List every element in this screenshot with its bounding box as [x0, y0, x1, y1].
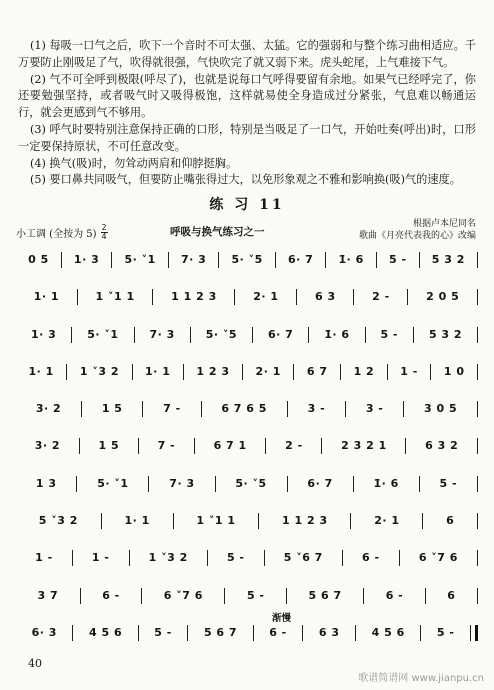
exercise-title: 练 习 11: [209, 197, 285, 213]
measure: 1̇· 6: [326, 252, 377, 268]
measure: 4 5 6: [356, 625, 421, 641]
measure: 6: [423, 513, 478, 529]
score-row: [16, 588, 478, 604]
source-line-2: 歌曲《月亮代表我的心》改编: [358, 231, 476, 241]
measure: 1· 1: [16, 364, 67, 380]
measure: 0 5: [16, 252, 62, 268]
measure: 1 -: [73, 550, 130, 566]
tempo-mark: 渐慢: [272, 613, 292, 624]
measure: 5 -: [208, 550, 265, 566]
measure: 5· ˅1: [77, 476, 149, 492]
page-number: 40: [28, 657, 42, 670]
measure: 3 -: [288, 401, 346, 417]
measure: 5 ˅6 7: [265, 550, 343, 566]
note-paragraph-2: (2) 气不可全呼到极限(呼尽了)，也就是说每口气呼得要留有余地。如果气已经呼完了，你还要勉强坚持，或者吸气时又吸得极饱，这样就易使全身造成过分紧张，气息难以畅通运行，就会更感到气不够用。: [18, 72, 476, 120]
measure: 1 0: [431, 364, 478, 380]
measure: 6 3 2: [406, 438, 478, 454]
measure: 1 ˅1 1: [174, 513, 260, 529]
measure: 6· 7: [253, 327, 309, 343]
note-paragraph-4: (4) 换气(吸)时，勿耸动两肩和仰脖挺胸。: [30, 156, 238, 170]
score-row: [16, 364, 478, 380]
measure: 6: [426, 588, 478, 604]
measure: 5· ˅1: [112, 252, 169, 268]
measure: 2 3 2 1: [322, 438, 406, 454]
measure: 2· 1: [235, 289, 297, 305]
score-row: [16, 513, 478, 529]
measure: 1 5: [82, 401, 143, 417]
measure: 2 -: [266, 438, 322, 454]
score-row: [16, 625, 478, 641]
score-row: [16, 401, 478, 417]
measure: 1 1 2 3: [259, 513, 351, 529]
measure: 5 6 7: [287, 588, 364, 604]
measure: 5· ˅5: [191, 327, 253, 343]
measure: 2 -: [354, 289, 408, 305]
measure: 7· 3: [169, 252, 220, 268]
score-row: [16, 327, 478, 343]
measure: 1 2 3: [184, 364, 243, 380]
score-row: [16, 252, 478, 268]
measure: 4 5 6: [73, 625, 138, 641]
measure: 5 -: [420, 476, 478, 492]
measure: 6 -: [364, 588, 426, 604]
measure: 6 3: [303, 625, 356, 641]
time-signature: [101, 224, 108, 241]
measure: 5 6 7: [188, 625, 253, 641]
measure: 6· 3: [16, 625, 73, 641]
measure: 7 -: [143, 401, 201, 417]
score-row: [16, 289, 478, 305]
measure: 1 -: [388, 364, 432, 380]
measure: 1 ˅1 1: [78, 289, 154, 305]
measure: 5 -: [225, 588, 287, 604]
score: [16, 252, 478, 662]
measure: 1· 3: [62, 252, 113, 268]
measure: 7· 3: [135, 327, 191, 343]
measure: 5· ˅5: [216, 476, 288, 492]
note-paragraph-3: (3) 呼气时要特别注意保持正确的口形，特别是当吸足了一口气，开始吐奏(呼出)时，口形一定要保持原状，不可任意改变。: [18, 122, 476, 153]
measure: 2 0 5: [408, 289, 478, 305]
measure: 3 7: [16, 588, 81, 604]
measure: 1 -: [16, 550, 73, 566]
measure: 5 -: [366, 327, 414, 343]
measure: 1 1 2 3: [153, 289, 235, 305]
measure: 1· 1: [102, 513, 174, 529]
measure: 1· 1: [133, 364, 184, 380]
measure: 1· 3: [16, 327, 72, 343]
note-paragraph-5: (5) 要口鼻共同吸气，但要防止嘴张得过大，以免形象观之不雅和影响换(吸)气的速度。: [30, 173, 461, 187]
measure: 7 -: [139, 438, 195, 454]
measure: 5 -: [139, 625, 189, 641]
final-barline: [473, 625, 478, 641]
measure: 1̇· 6: [309, 327, 365, 343]
measure: 5 ˅3 2: [16, 513, 102, 529]
measure: 6 7 6 5: [202, 401, 288, 417]
measure: 6 3: [297, 289, 354, 305]
breathing-notes: [18, 38, 476, 189]
measure: 2· 1: [243, 364, 294, 380]
measure: 1 3: [16, 476, 77, 492]
measure: 5 -: [377, 252, 420, 268]
measure: 3· 2: [16, 438, 80, 454]
measure: 5 3 2: [420, 252, 478, 268]
source-credit: [359, 218, 476, 242]
measure: 1 ˅3 2: [130, 550, 208, 566]
measure: 1· 1: [16, 289, 78, 305]
exercise-subtitle: 呼吸与换气练习之一: [170, 226, 265, 238]
measure: 5 -: [421, 625, 471, 641]
score-row: [16, 550, 478, 566]
time-signature-top: 2: [101, 223, 107, 232]
measure: 1 2: [341, 364, 388, 380]
measure: 1 5: [80, 438, 139, 454]
measure: 6 ˅7 6: [142, 588, 225, 604]
note-paragraph-1: (1) 每吸一口气之后，吹下一个音时不可太强、太猛。它的强弱和与整个练习曲相适应。千万要防止刚吸足了气，吹得就很强，气快吹完了就又弱下来。虎头蛇尾，上气难接下气。: [18, 39, 476, 69]
score-row: [16, 476, 478, 492]
measure: 6 -: [343, 550, 400, 566]
measure: 5 3 2: [414, 327, 478, 343]
measure: 2· 1: [351, 513, 423, 529]
measure: 6 -: [254, 625, 304, 641]
measure: 6· 7: [276, 252, 327, 268]
key-signature: [16, 224, 108, 241]
measure: 6 -: [81, 588, 143, 604]
measure: 5· ˅5: [219, 252, 276, 268]
source-line-1: 根据卢本尼同名: [412, 219, 476, 229]
watermark: 歌谱简谱网 www.jianpu.cn: [358, 673, 484, 684]
measure: 6 ˅7 6: [400, 550, 478, 566]
score-row: [16, 438, 478, 454]
measure: 6 7: [294, 364, 341, 380]
measure: 3 -: [346, 401, 404, 417]
measure: 6· 7: [288, 476, 354, 492]
measure: 1̇· 6: [354, 476, 420, 492]
time-signature-bottom: 4: [101, 232, 107, 241]
measure: 6 7 1: [195, 438, 267, 454]
measure: 3· 2: [16, 401, 82, 417]
measure: 7· 3: [149, 476, 215, 492]
key-label: 小工调 (全按为 5): [16, 229, 97, 240]
measure: 3 0 5: [404, 401, 478, 417]
measure: 1 ˅3 2: [67, 364, 132, 380]
measure: 5· ˅1: [72, 327, 134, 343]
